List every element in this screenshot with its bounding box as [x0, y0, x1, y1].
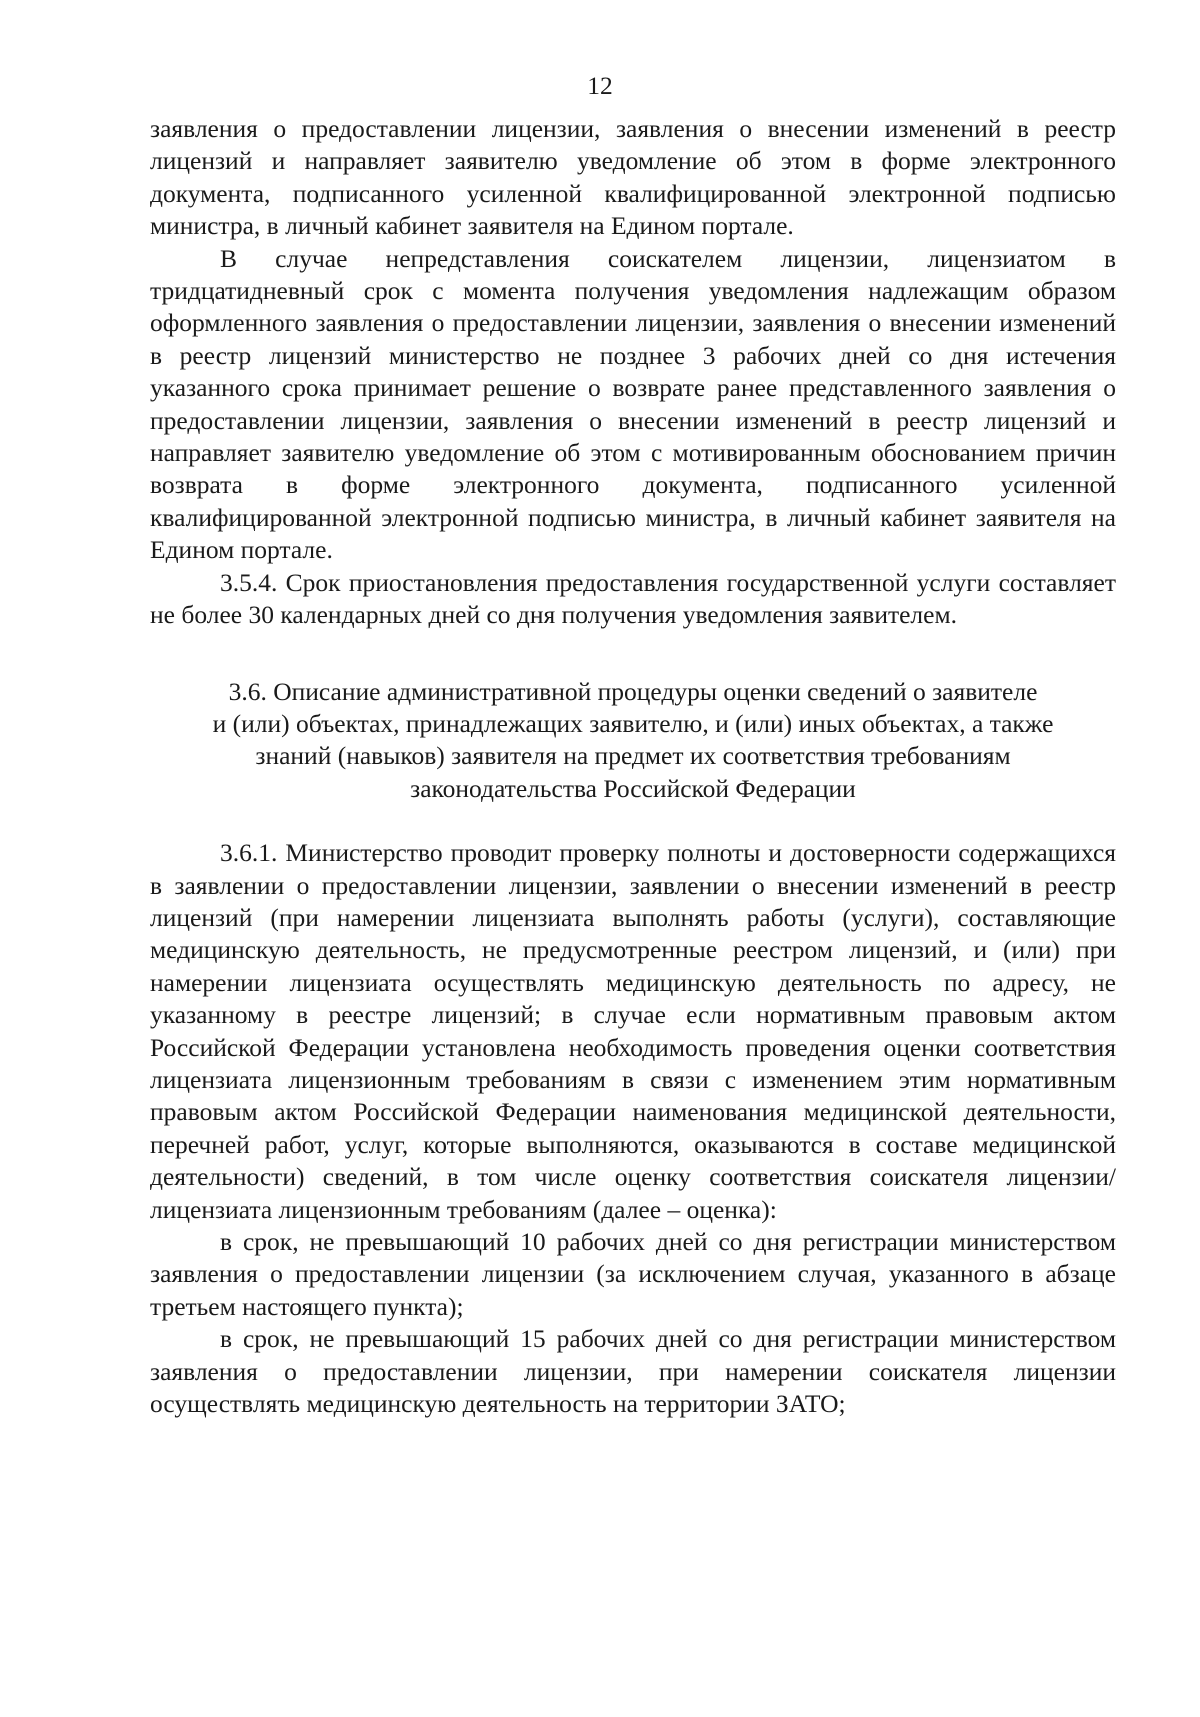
paragraph: в срок, не превышающий 10 рабочих дней со дня регистрации министерством заявления о предоставлении лицензии (за исключением случая, указанного в абзаце третьем настоящего пункта); [150, 1227, 1116, 1321]
paragraph: в срок, не превышающий 15 рабочих дней со дня регистрации министерством заявления о предоставлении лицензии, при намерении соискателя лицензии осуществлять медицинскую деятельность на территории ЗАТО; [150, 1324, 1116, 1419]
document-body [150, 113, 1116, 1420]
section-heading-3-6 [150, 676, 1116, 806]
paragraph: заявления о предоставлении лицензии, заявления о внесении изменений в реестр лицензий и направляет заявителю уведомление об этом в форме электронного документа, подписанного усиленной квалифицированной электронной подписью министра, в личный кабинет заявителя на Едином портале. [150, 114, 1116, 241]
page-number: 12 [587, 71, 613, 100]
section-heading-line: и (или) объектах, принадлежащих заявителю, и (или) иных объектах, а также [212, 708, 1054, 738]
section-heading-line: законодательства Российской Федерации [410, 773, 856, 803]
paragraph-3-6-1: 3.6.1. Министерство проводит проверку полноты и достоверности содержащихся в заявлении о предоставлении лицензии, заявлении о внесении изменений в реестр лицензий (при намерении лицензиата выполнять работы (услуги), составляющие медицинскую деятельность, не предусмотренные реестром лицензий, и (или) при намерении лицензиата осуществлять медицинскую деятельность по адресу, не указанному в реестре лицензий; в случае если нормативным правовым актом Российской Федерации установлена необходимость проведения оценки соответствия лицензиата лицензионным требованиям в связи с изменением этим нормативным правовым актом Российской Федерации наименования медицинской деятельности, перечней работ, услуг, которые выполняются, оказываются в составе медицинской деятельности) сведений, в том числе оценку соответствия соискателя лицензии/лицензиата лицензионным требованиям (далее – оценка): [150, 838, 1116, 1224]
section-heading-line: 3.6. Описание административной процедуры оценки сведений о заявителе [228, 676, 1038, 706]
section-heading-line: знаний (навыков) заявителя на предмет их соответствия требованиям [255, 741, 1011, 771]
paragraph-3-5-4: 3.5.4. Срок приостановления предоставления государственной услуги составляет не более 30 календарных дней со дня получения уведомления заявителем. [150, 567, 1116, 630]
paragraph: В случае непредставления соискателем лицензии, лицензиатом в тридцатидневный срок с момента получения уведомления надлежащим образом оформленного заявления о предоставлении лицензии, заявления о внесении изменений в реестр лицензий министерство не позднее 3 рабочих дней со дня истечения указанного срока принимает решение о возврате ранее представленного заявления о предоставлении лицензии, заявления о внесении изменений в реестр лицензий и направляет заявителю уведомление об этом с мотивированным обоснованием причин возврата в форме электронного документа, подписанного усиленной квалифицированной электронной подписью министра, в личный кабинет заявителя на Едином портале. [150, 243, 1116, 565]
